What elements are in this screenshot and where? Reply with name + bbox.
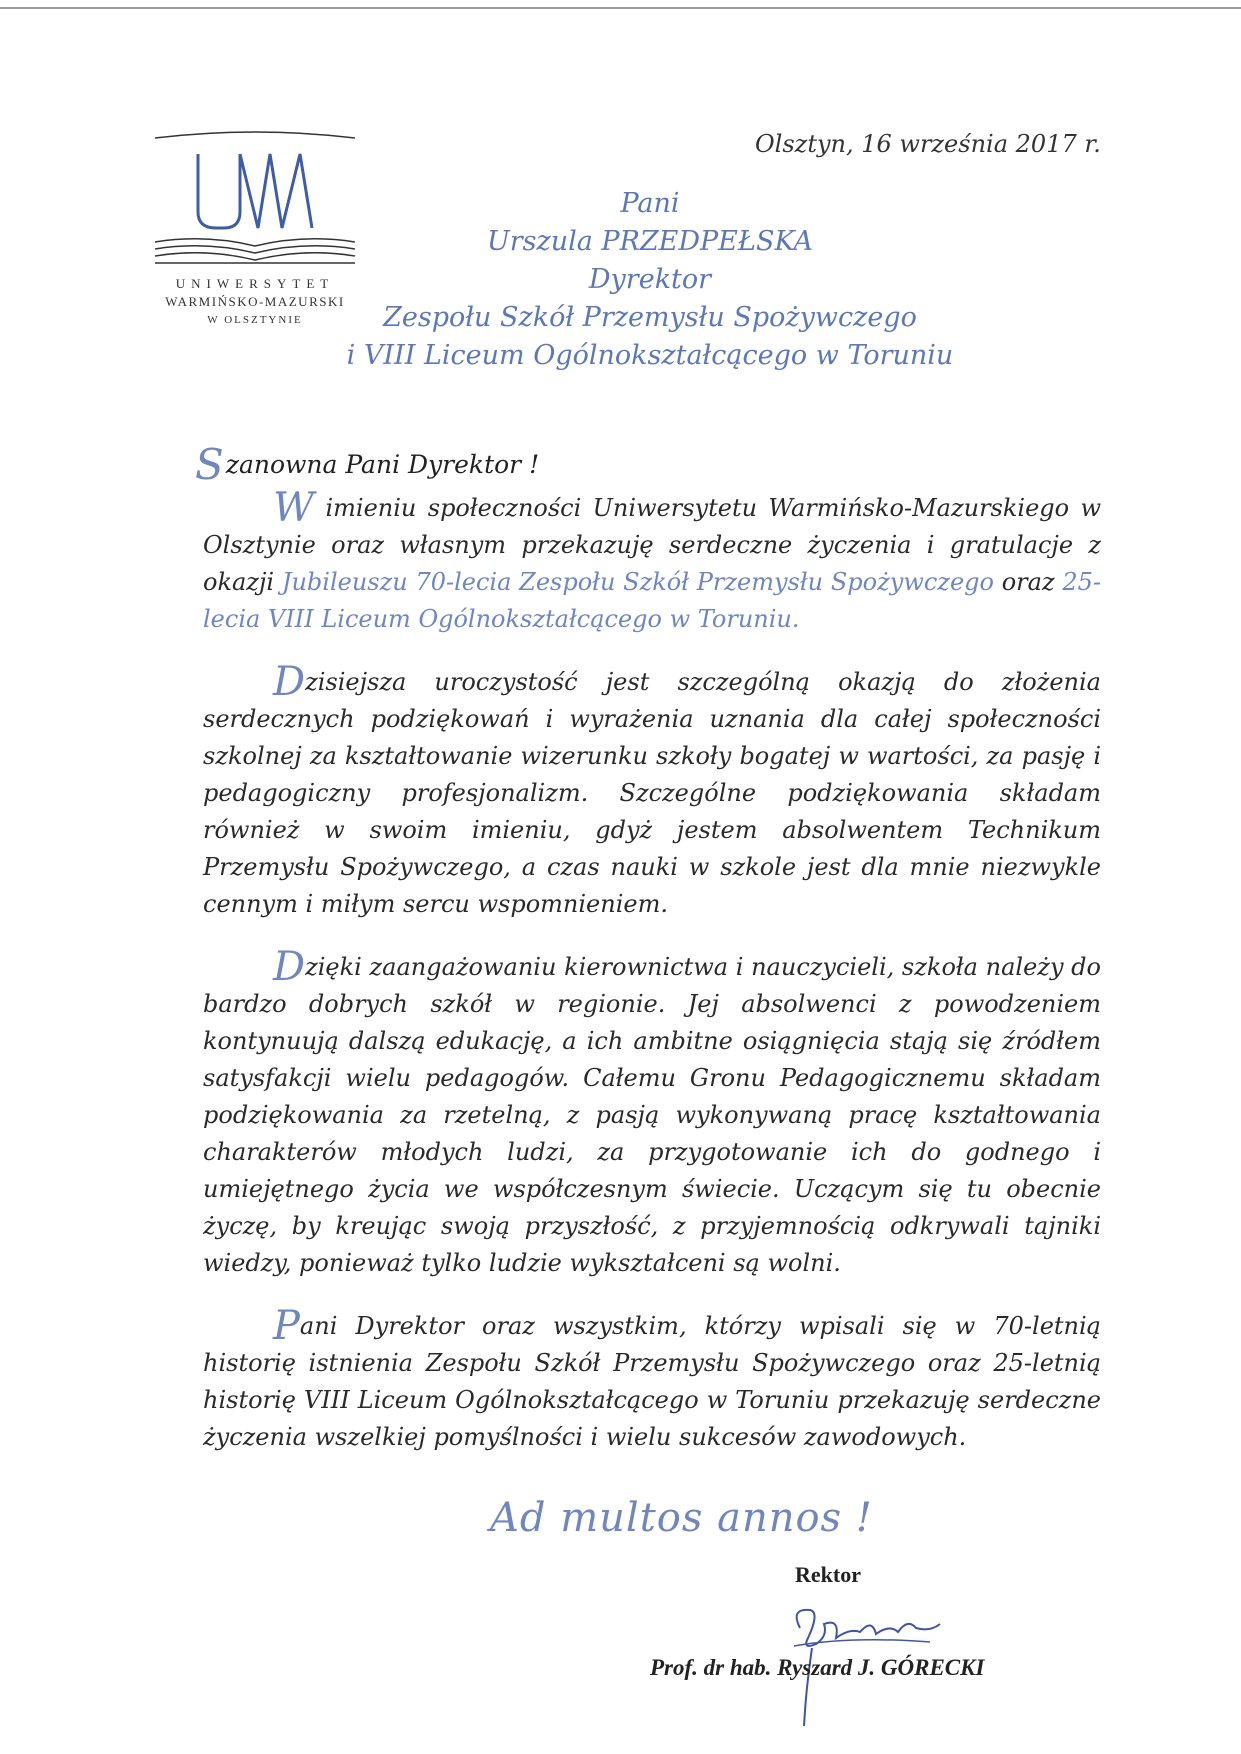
paragraph-4-text: ani Dyrektor oraz wszystkim, którzy wpisali się w 70-letnią historię istnienia Zespołu Szkół Przemysłu Spożywczego oraz 25-letnią historię VIII Liceum Ogólnokształcącego w Toruniu przekazuję serdeczne życzenia wszelkiej pomyślności i wielu sukcesów zawodowych. bbox=[203, 1312, 1101, 1451]
signer-academic-title: Prof. dr hab. bbox=[650, 1655, 772, 1680]
logo-university-name-line1: UNIWERSYTET bbox=[175, 276, 335, 291]
addressee-block bbox=[300, 185, 1000, 375]
addressee-position: Dyrektor bbox=[588, 264, 712, 295]
paragraph-3-text: zięki zaangażowaniu kierownictwa i nauczycieli, szkoła należy do bardzo dobrych szkół w regionie. Jej absolwenci z powodzeniem kontynuują dalszą edukację, a ich ambitne osiągnięcia stają się źródłem satysfakcji wielu pedagogów. Całemu Gronu Pedagogicznemu składam podziękowania za rzetelną, z pasją wykonywaną pracę kształtowania charakterów młodych ludzi, za przygotowanie ich do godnego i umiejętnego życia we współczesnym świecie. Uczącym się tu obecnie życzę, by kreując swoją przyszłość, z przyjemnością odkrywali tajniki wiedzy, ponieważ tylko ludzie wykształceni są wolni. bbox=[203, 953, 1101, 1277]
paragraph-2 bbox=[203, 659, 1101, 923]
paragraph-3-initial: D bbox=[273, 944, 306, 990]
salutation-text: zanowna Pani Dyrektor ! bbox=[225, 450, 540, 479]
paragraph-1-text-a: imieniu społeczności Uniwersytetu Warmińsko-Mazurskiego w Olsztynie oraz własnym przekazuję serdeczne życzenia i gratulacje z okazji bbox=[203, 494, 1101, 596]
paragraph-1 bbox=[203, 485, 1102, 638]
paragraph-1-highlight-a: Jubileuszu 70-lecia Zespołu Szkół Przemysłu Spożywczego bbox=[281, 568, 994, 596]
letter-body bbox=[203, 485, 1102, 1482]
signer-name bbox=[650, 1655, 984, 1681]
paragraph-4 bbox=[203, 1303, 1101, 1456]
signer-role: Rektor bbox=[795, 1562, 861, 1587]
addressee-name: Urszula PRZEDPEŁSKA bbox=[486, 226, 814, 257]
salutation bbox=[195, 440, 539, 489]
addressee-school-line2: i VIII Liceum Ogólnokształcącego w Toruniu bbox=[346, 340, 954, 371]
closing-phrase: Ad multos annos ! bbox=[490, 1495, 873, 1541]
top-border-line bbox=[0, 7, 1241, 9]
addressee-school: Zespołu Szkół Przemysłu Spożywczego bbox=[383, 302, 917, 333]
paragraph-2-initial: D bbox=[273, 659, 306, 705]
logo-university-name-line3: W OLSZTYNIE bbox=[207, 314, 303, 326]
paragraph-1-initial: W bbox=[273, 485, 315, 531]
paragraph-3 bbox=[203, 944, 1101, 1282]
paragraph-1-text-b: oraz bbox=[993, 568, 1063, 596]
letter-date: Olsztyn, 16 września 2017 r. bbox=[755, 130, 1101, 158]
signer-full-name: Ryszard J. GÓRECKI bbox=[777, 1655, 985, 1680]
paragraph-4-initial: P bbox=[273, 1303, 300, 1349]
paragraph-2-text: zisiejsza uroczystość jest szczególną okazją do złożenia serdecznych podziękowań i wyrażenia uznania dla całej społeczności szkolnej za kształtowanie wizerunku szkoły bogatej w wartości, za pasję i pedagogiczny profesjonalizm. Szczególne podziękowania składam również w swoim imieniu, gdyż jestem absolwentem Technikum Przemysłu Spożywczego, a czas nauki w szkole jest dla mnie niezwykle cennym i miłym sercu wspomnieniem. bbox=[203, 668, 1101, 918]
logo-university-name-line2: WARMIŃSKO-MAZURSKI bbox=[165, 294, 345, 309]
paragraph-1-highlight-b: 25-lecia VIII Liceum Ogólnokształcącego w Toruniu. bbox=[203, 568, 1102, 633]
logo-top-rule bbox=[155, 128, 355, 142]
salutation-initial: S bbox=[195, 440, 224, 489]
addressee-title: Pani bbox=[620, 188, 680, 219]
